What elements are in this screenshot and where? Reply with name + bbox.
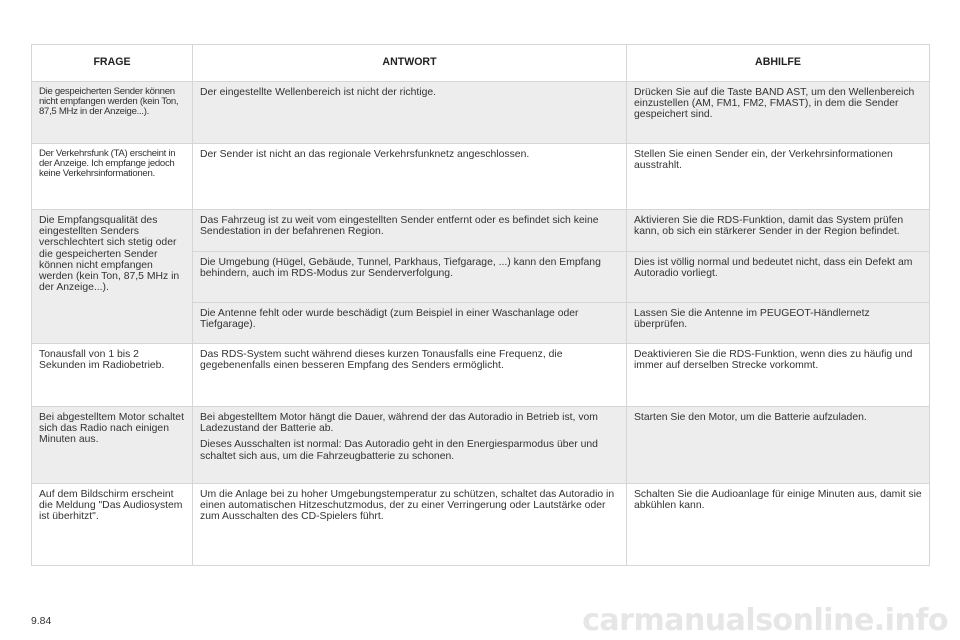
- header-answer: ANTWORT: [193, 45, 627, 82]
- remedy-cell: Stellen Sie einen Sender ein, der Verkehrsinformationen ausstrahlt.: [627, 144, 930, 210]
- remedy-cell: Schalten Sie die Audioanlage für einige Minuten aus, damit sie abkühlen kann.: [627, 484, 930, 566]
- answer-cell: Die Antenne fehlt oder wurde beschädigt (zum Beispiel in einer Waschanlage oder Tiefgarage).: [193, 303, 627, 344]
- remedy-cell: Starten Sie den Motor, um die Batterie aufzuladen.: [627, 407, 930, 484]
- watermark: carmanualsonline.info: [582, 603, 948, 638]
- question-cell: Auf dem Bildschirm erscheint die Meldung "Das Audiosystem ist überhitzt".: [32, 484, 193, 566]
- answer-cell: Das Fahrzeug ist zu weit vom eingestellten Sender entfernt oder es befindet sich keine Sendestation in der befahrenen Region.: [193, 210, 627, 252]
- remedy-cell: Lassen Sie die Antenne im PEUGEOT-Händlernetz überprüfen.: [627, 303, 930, 344]
- table-row: [32, 210, 930, 252]
- question-cell: Die gespeicherten Sender können nicht empfangen werden (kein Ton, 87,5 MHz in der Anzeige...).: [32, 82, 193, 144]
- header-remedy: ABHILFE: [627, 45, 930, 82]
- remedy-cell: Deaktivieren Sie die RDS-Funktion, wenn dies zu häufig und immer auf derselben Strecke vorkommt.: [627, 344, 930, 407]
- answer-cell: [193, 407, 627, 484]
- question-cell: Bei abgestelltem Motor schaltet sich das Radio nach einigen Minuten aus.: [32, 407, 193, 484]
- remedy-cell: Aktivieren Sie die RDS-Funktion, damit das System prüfen kann, ob sich ein stärkerer Sender in der Region befindet.: [627, 210, 930, 252]
- table-row: [32, 82, 930, 144]
- table-row: [32, 144, 930, 210]
- table-row: [32, 407, 930, 484]
- question-cell: Der Verkehrsfunk (TA) erscheint in der Anzeige. Ich empfange jedoch keine Verkehrsinformationen.: [32, 144, 193, 210]
- table-header-row: [32, 45, 930, 82]
- page-number: 9.84: [31, 616, 52, 627]
- answer-cell: Der Sender ist nicht an das regionale Verkehrsfunknetz angeschlossen.: [193, 144, 627, 210]
- answer-paragraph-extra: Dieses Ausschalten ist normal: Das Autoradio geht in den Energiesparmodus über und schaltet sich aus, um die Fahrzeugbatterie zu schonen.: [200, 439, 598, 462]
- troubleshooting-table: [31, 44, 930, 566]
- header-question: FRAGE: [32, 45, 193, 82]
- table-row: [32, 344, 930, 407]
- answer-cell: Das RDS-System sucht während dieses kurzen Tonausfalls eine Frequenz, die gegebenenfalls einen besseren Empfang des Senders ermöglicht.: [193, 344, 627, 407]
- answer-paragraph: Bei abgestelltem Motor hängt die Dauer, während der das Autoradio in Betrieb ist, vom Ladezustand der Batterie ab.: [200, 412, 598, 435]
- answer-cell: Die Umgebung (Hügel, Gebäude, Tunnel, Parkhaus, Tiefgarage, ...) kann den Empfang behindern, auch im RDS-Modus zur Senderverfolgung.: [193, 252, 627, 303]
- table-row: [32, 484, 930, 566]
- question-cell: Tonausfall von 1 bis 2 Sekunden im Radiobetrieb.: [32, 344, 193, 407]
- answer-cell: Der eingestellte Wellenbereich ist nicht der richtige.: [193, 82, 627, 144]
- remedy-cell: Drücken Sie auf die Taste BAND AST, um den Wellenbereich einzustellen (AM, FM1, FM2, FMAST), in dem die Sender gespeichert sind.: [627, 82, 930, 144]
- answer-cell: Um die Anlage bei zu hoher Umgebungstemperatur zu schützen, schaltet das Autoradio in einen automatischen Hitzeschutzmodus, der zu einer Verringerung oder Lautstärke oder zum Ausschalten des CD-Spielers führt.: [193, 484, 627, 566]
- remedy-cell: Dies ist völlig normal und bedeutet nicht, dass ein Defekt am Autoradio vorliegt.: [627, 252, 930, 303]
- question-cell: Die Empfangsqualität des eingestellten Senders verschlechtert sich stetig oder die gespeicherten Sender können nicht empfangen werden (kein Ton, 87,5 MHz in der Anzeige...).: [32, 210, 193, 344]
